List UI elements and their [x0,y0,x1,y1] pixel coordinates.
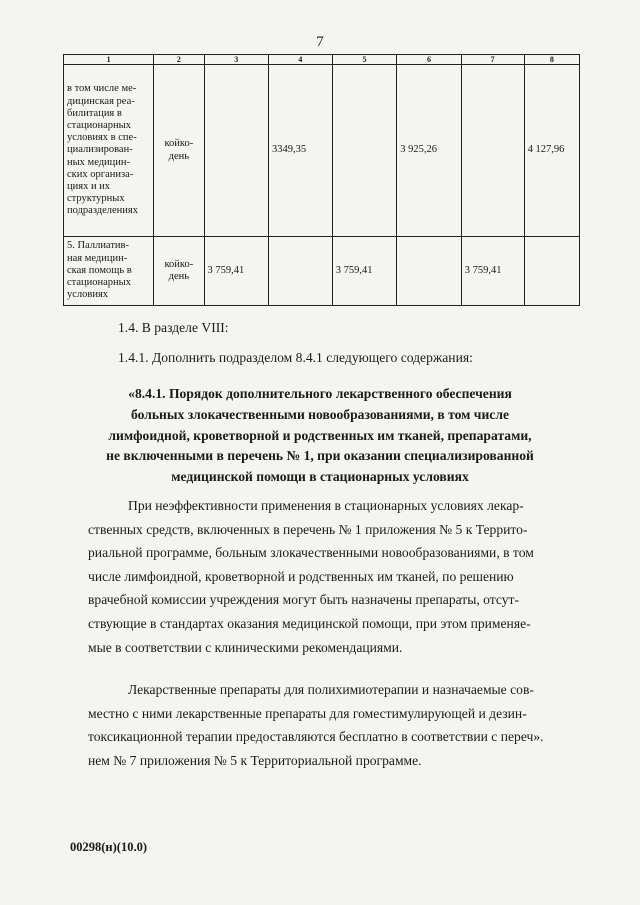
row-label: 5. Паллиатив- ная медицин- ская помощь в стационарных условиях [64,237,154,306]
table-header-cell: 6 [397,55,461,65]
table-cell [332,65,396,237]
row-label: в том числе ме- дицинская реа- билитация в стационарных условиях в спе- циализирован- ных медицин- ских организа- циях и их структурных подразделениях [64,65,154,237]
row-unit: койко- день [154,65,204,237]
table-header-cell: 8 [524,55,579,65]
table-row [64,237,580,306]
table-header-cell: 1 [64,55,154,65]
paragraph-line: мые в соответствии с клиническими рекомендациями. [88,639,403,655]
table-cell: 3 759,41 [204,237,268,306]
heading-line: «8.4.1. Порядок дополнительного лекарственного обеспечения [128,386,512,401]
table-row [64,65,580,237]
table-cell [397,237,461,306]
paragraph-line: числе лимфоидной, кроветворной и родственных им тканей, по решению [88,568,514,584]
paragraph [88,678,568,772]
heading-line: больных злокачественными новообразованиями, в том числе [131,406,509,422]
table-header-row [64,55,580,65]
table-cell: 4 127,96 [524,65,579,237]
table-header-cell: 2 [154,55,204,65]
paragraph-line: врачебной комиссии учреждения могут быть назначены препараты, отсут- [88,592,520,608]
amendment-clause: 1.4. В разделе VIII: [118,320,229,335]
table-cell [524,237,579,306]
paragraph-line: нем № 7 приложения № 5 к Территориальной программе. [88,752,422,768]
heading-line: лимфоидной, кроветворной и родственных им тканей, препаратами, [108,427,532,443]
table-cell: 3 759,41 [461,237,524,306]
paragraph-line: токсикационной терапии предоставляются бесплатно в соответствии с переч». [88,729,544,745]
table-header-cell: 5 [332,55,396,65]
page-number: 7 [316,34,324,50]
paragraph [88,494,568,659]
paragraph-line: Лекарственные препараты для полихимиотерапии и назначаемые сов- [128,682,534,697]
tariff-table [63,54,580,306]
heading-line: медицинской помощи в стационарных условиях [171,469,469,485]
paragraph-line: ственных средств, включенных в перечень № 1 приложения № 5 к Террито- [88,521,528,537]
table-header-cell: 3 [204,55,268,65]
amendment-clause: 1.4.1. Дополнить подразделом 8.4.1 следующего содержания: [118,350,473,365]
table-cell [268,237,332,306]
table-cell [204,65,268,237]
table-header-cell: 4 [268,55,332,65]
paragraph-line: риальной программе, больным злокачественными новообразованиями, в том [88,545,534,561]
paragraph-line: ствующие в стандартах оказания медицинской помощи, при этом применяе- [88,615,531,631]
paragraph-line: местно с ними лекарственные препараты для гоместимулирующей и дезин- [88,705,527,721]
table-cell [461,65,524,237]
paragraph-line: При неэффективности применения в стационарных условиях лекар- [128,498,524,513]
row-unit: койко- день [154,237,204,306]
table-cell: 3 759,41 [332,237,396,306]
table-cell: 3349,35 [268,65,332,237]
document-code: 00298(н)(10.0) [70,840,147,854]
table-header-cell: 7 [461,55,524,65]
section-heading [0,384,640,488]
heading-line: не включенными в перечень № 1, при оказании специализированной [106,448,534,464]
table-cell: 3 925,26 [397,65,461,237]
